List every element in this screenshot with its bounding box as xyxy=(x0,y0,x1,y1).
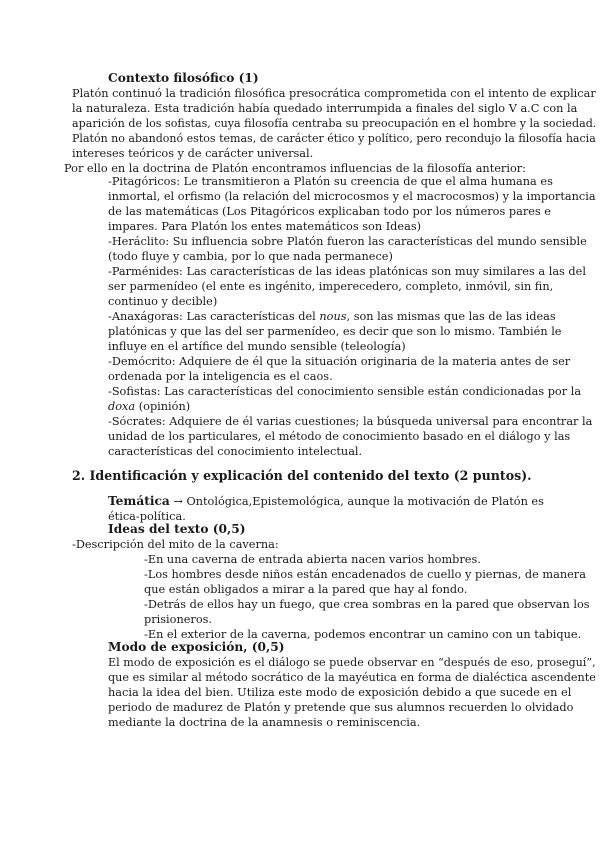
influence-line: -Sócrates: Adquiere de él varias cuestiones; la búsqueda universal para encontrar la xyxy=(108,415,593,428)
idea-line: -En el exterior de la caverna, podemos encontrar un camino con un tabique. xyxy=(144,628,582,641)
doxa-suffix: (opinión) xyxy=(135,400,191,413)
idea-line: que están obligados a mirar a la pared que hay al fondo. xyxy=(144,583,468,596)
modo-line: hacia la idea del bien. Utiliza este modo de exposición debido a que sucede en el xyxy=(108,686,572,699)
influence-line: continuo y decible) xyxy=(108,295,218,308)
anaxagoras-suffix: , son las mismas que las de las ideas xyxy=(346,310,556,323)
arrow-icon: → xyxy=(173,495,183,508)
influence-line: ordenada por la inteligencia es el caos. xyxy=(108,370,333,383)
influence-line: -Parménides: Las características de las ideas platónicas son muy similares a las del xyxy=(108,265,586,278)
influence-line: ser parmenídeo (el ente es ingénito, imperecedero, completo, inmóvil, sin fin, xyxy=(108,280,554,293)
intro-line: Por ello en la doctrina de Platón encontramos influencias de la filosofía anterior: xyxy=(64,162,526,175)
anaxagoras-prefix: -Anaxágoras: Las características del xyxy=(108,310,320,323)
modo-line: mediante la doctrina de la anamnesis o reminiscencia. xyxy=(108,716,421,729)
modo-line: El modo de exposición es el diálogo se puede observar en “después de eso, proseguí”, xyxy=(108,656,596,669)
idea-line: prisioneros. xyxy=(144,613,213,626)
influence-line: -Pitagóricos: Le transmitieron a Platón su creencia de que el alma humana es xyxy=(108,175,553,188)
idea-line: -Detrás de ellos hay un fuego, que crea sombras en la pared que observan los xyxy=(144,598,590,611)
ideas-title: Ideas del texto (0,5) xyxy=(108,522,246,536)
tematica-line-2: ética-política. xyxy=(108,510,186,523)
influence-line: inmortal, el orfismo (la relación del microcosmos y el macrocosmos) y la importancia xyxy=(108,190,596,203)
tematica-label: Temática xyxy=(108,494,170,508)
influence-line: -Heráclito: Su influencia sobre Platón fueron las características del mundo sensible xyxy=(108,235,587,248)
influence-line-anaxagoras xyxy=(108,309,556,324)
influence-line: de las matemáticas (Los Pitagóricos explicaban todo por los números pares e xyxy=(108,205,551,218)
idea-line: -En una caverna de entrada abierta nacen varios hombres. xyxy=(144,553,481,566)
tematica-text: Ontológica,Epistemológica, aunque la motivación de Platón es xyxy=(182,495,544,508)
influence-line: -Sofistas: Las características del conocimiento sensible están condicionadas por la xyxy=(108,385,582,398)
section-title-identificacion: 2. Identificación y explicación del contenido del texto (2 puntos). xyxy=(72,468,532,483)
intro-line: intereses teóricos y de carácter universal. xyxy=(72,147,314,160)
influence-line: características del conocimiento intelectual. xyxy=(108,445,363,458)
idea-line: -Los hombres desde niños están encadenados de cuello y piernas, de manera xyxy=(144,568,586,581)
ideas-intro: -Descripción del mito de la caverna: xyxy=(72,538,279,551)
influence-line: -Demócrito: Adquiere de él que la situación originaria de la materia antes de ser xyxy=(108,355,571,368)
intro-line: Platón continuó la tradición filosófica presocrática comprometida con el intento de explicar xyxy=(72,87,596,100)
intro-line: aparición de los sofistas, cuya filosofía centraba su preocupación en el hombre y la sociedad. xyxy=(72,117,597,130)
influence-line: platónicas y que las del ser parmenídeo, es decir que son lo mismo. También le xyxy=(108,325,562,338)
intro-line: Platón no abandonó estos temas, de carácter ético y político, pero recondujo la filosofía hacia xyxy=(72,132,596,145)
influence-line-doxa xyxy=(108,399,190,414)
modo-line: que es similar al método socrático de la mayéutica en forma de dialéctica ascendente xyxy=(108,671,596,684)
nous-term: nous xyxy=(319,310,347,323)
influence-line: unidad de los particulares, el método de conocimiento basado en el diálogo y las xyxy=(108,430,571,443)
modo-title: Modo de exposición, (0,5) xyxy=(108,640,285,654)
influence-line: influye en el artífice del mundo sensible (teleología) xyxy=(108,340,406,353)
modo-line: periodo de madurez de Platón y pretende que sus alumnos recuerden lo olvidado xyxy=(108,701,574,714)
doxa-term: doxa xyxy=(108,400,136,413)
section-title-contexto: Contexto filosófico (1) xyxy=(108,71,259,85)
influence-line: impares. Para Platón los entes matemáticos son Ideas) xyxy=(108,220,422,233)
intro-line: la naturaleza. Esta tradición había quedado interrumpida a finales del siglo V a.C con la xyxy=(72,102,578,115)
tematica-line xyxy=(108,494,544,509)
influence-line: (todo fluye y cambia, por lo que nada permanece) xyxy=(108,250,393,263)
